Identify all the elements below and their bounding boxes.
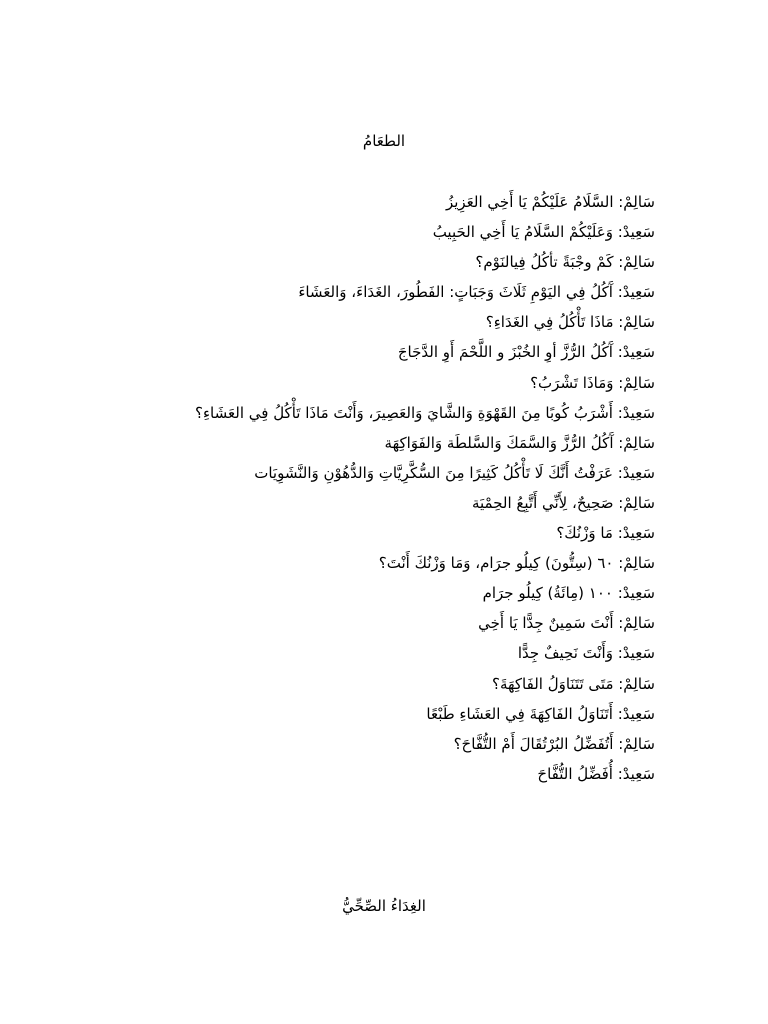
dialogue-line: سَالِمْ: السَّلَامُ عَلَيْكُمْ يَا أَخِي العَزِيزُ xyxy=(445,193,655,211)
dialogue-line: سَالِمْ: مَتَى تَتَنَاوَلُ الفَاكِهَةَ؟ xyxy=(491,674,655,693)
dialogue-line: سَالِمْ: كَمْ وجْبَةً تأكُلُ فِيالنَوْم؟ xyxy=(475,253,655,272)
dialogue-line: سَعِيدْ: عَرَفْتُ أَنَّكَ لَا تَأْكُلُ كَثِيرًا مِنَ السُّكَّرِيَّاتِ وَالدُّهُوْنِ وَالنَّشَوِيَات xyxy=(254,463,655,482)
dialogue-line: سَعِيدْ: آَكُلُ الرُّزَّ أوِ الخُبْزَ و اللَّحْمَ أَوِ الدَّجَاجَ xyxy=(397,343,655,362)
dialogue-line: سَالِمْ: آَكُلُ الرُّزَّ وَالسَّمَكَ وَالسَّلطَة وَالفَوَاكِهَة xyxy=(384,433,655,452)
dialogue-line: سَعِيدْ: أَتَنَاوَلُ الفَاكِهَةَ فِي العَشَاءِ طَبْعًا xyxy=(426,704,655,723)
dialogue-list xyxy=(55,187,655,789)
dialogue-line: سَعِيدْ: أَشْرَبُ كُوبًا مِنَ القَهْوَةِ وَالشَّايَ وَالعَصِيرَ، وَأَنْتَ مَاذَا تَأْكُلُ فِي العَشَاءِ؟ xyxy=(195,403,655,422)
dialogue-line: سَالِمْ: مَاذَا تَأْكُلُ فِي الغَدَاءِ؟ xyxy=(485,313,655,332)
dialogue-line: سَالِمْ: وَمَاذَا تَشْرَبُ؟ xyxy=(530,373,655,392)
dialogue-line: سَعِيدْ: ١٠٠ (مِائَةُ) كِيلُو جرَام xyxy=(482,584,655,603)
dialogue-line: سَالِمْ: أَنْتَ سَمِينٌ جِدًّا يَا أَخِي xyxy=(478,614,655,633)
section-heading: الغِدَاءُ الصِّحِّيُّ xyxy=(342,897,426,915)
dialogue-line: سَالِمْ: ٦٠ (سِتُّونَ) كِيلُو جرَام، وَمَا وَزْنُكَ أَنْتَ؟ xyxy=(378,554,655,573)
dialogue-line: سَالِمْ: صَحِيحٌ، لِأَنِّي أَتَّبِعُ الحِمْيَة xyxy=(471,493,655,512)
dialogue-line: سَعِيدْ: وَأَنْتَ نَحِيفٌ جِدًّا xyxy=(517,644,655,663)
dialogue-line: سَالِمْ: أَتُفَضِّلُ البُرْتُقَالَ أَمْ التُّفَّاحَ؟ xyxy=(453,734,655,753)
dialogue-line: سَعِيدْ: وَعَلَيْكُمْ السَّلَامُ يَا أَخِي الحَبِيبُ xyxy=(432,223,655,242)
dialogue-line: سَعِيدْ: آَكُلُ فِي اليَوْمِ ثَلَاثَ وَجَبَاتٍ: الفَطُورَ، الغَدَاءَ، وَالعَشَاءَ xyxy=(298,283,655,302)
dialogue-line: سَعِيدْ: مَا وَزْنُكَ؟ xyxy=(556,524,655,543)
page-title: الطعَامُ xyxy=(362,132,406,150)
dialogue-line: سَعِيدْ: أُفَضِّلُ التُّفَّاحَ xyxy=(537,764,655,783)
